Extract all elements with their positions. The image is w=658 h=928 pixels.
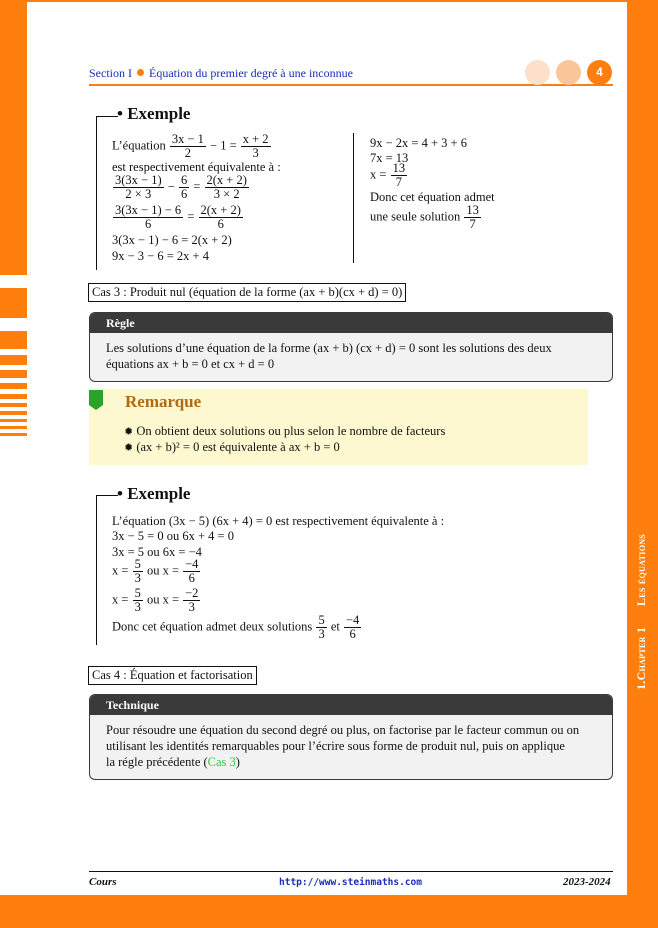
- ex1-line6: 9x − 3 − 6 = 2x + 4: [112, 249, 209, 263]
- side-tab-chapter: 1.Chapter 1: [634, 626, 648, 690]
- ex1-right-line4: Donc cet équation admet: [370, 190, 495, 204]
- star-bullet-icon: ✹: [124, 426, 134, 438]
- technique-line3: la régle précédente (Cas 3): [106, 755, 240, 769]
- footer-left: Cours: [89, 876, 117, 888]
- column-divider: [353, 133, 354, 263]
- right-sidebar: [627, 0, 658, 928]
- regle-title: Règle: [90, 313, 612, 333]
- cas3-link[interactable]: Cas 3: [207, 755, 236, 769]
- remarque-item: ✹ On obtient deux solutions ou plus selon le nombre de facteurs: [124, 424, 446, 438]
- decor-circle-2: [556, 60, 581, 85]
- footer-url[interactable]: http://www.steinmaths.com: [279, 877, 422, 888]
- ex1-right-line2: 7x = 13: [370, 151, 409, 165]
- bottom-band: [0, 895, 658, 928]
- ex1-right-line5: une seule solution $\frac{13}{7}$: [370, 203, 479, 232]
- ex2-line3: 3x = 5 ou 6x = −4: [112, 545, 202, 559]
- technique-title: Technique: [90, 695, 612, 715]
- example1-bracket-left: [96, 116, 97, 270]
- running-header: [89, 66, 353, 81]
- ex2-line2: 3x − 5 = 0 ou 6x + 4 = 0: [112, 529, 234, 543]
- decor-circle-1: [525, 60, 550, 85]
- top-border: [0, 0, 658, 2]
- bullet-icon: [137, 69, 144, 76]
- ex1-line3: $\frac{3(3x - 1)}{2 \times 3}$ − $\frac{6}{6}$ = $\frac{2(x + 2)}{3 \times 2}$: [115, 173, 247, 202]
- footer-year: 2023-2024: [563, 876, 611, 888]
- ex1-right-line1: 9x − 2x = 4 + 3 + 6: [370, 136, 467, 150]
- example1-bracket-top: [96, 116, 118, 117]
- ex1-line4: $\frac{3(3x - 1) - 6}{6}$ = $\frac{2(x + 2)}{6}$: [115, 203, 241, 232]
- ex2-line5: x = $\frac{5}{3}$ ou x = $\frac{-2}{3}$: [112, 586, 199, 615]
- regle-text-line2: équations ax + b = 0 et cx + d = 0: [106, 357, 275, 371]
- header-title: Équation du premier degré à une inconnue: [149, 66, 353, 80]
- example1-title: • Exemple: [117, 104, 191, 123]
- example2-title: • Exemple: [117, 484, 191, 503]
- remarque-title: Remarque: [125, 392, 202, 411]
- star-bullet-icon: ✹: [124, 442, 134, 454]
- ex2-line1: L’équation (3x − 5) (6x + 4) = 0 est respectivement équivalente à :: [112, 514, 445, 528]
- remarque-item: ✹ (ax + b)² = 0 est équivalente à ax + b = 0: [124, 440, 340, 454]
- page-number-badge: [587, 60, 612, 85]
- regle-box: [89, 312, 613, 382]
- regle-text-line1: Les solutions d’une équation de la forme (ax + b) (cx + d) = 0 sont les solutions des deux: [106, 341, 552, 355]
- technique-line1: Pour résoudre une équation du second degré ou plus, on factorise par le facteur commun ou on: [106, 723, 580, 737]
- cas3-label: Cas 3 : Produit nul (équation de la forme (ax + b)(cx + d) = 0): [88, 283, 406, 302]
- ex2-line6: Donc cet équation admet deux solutions $\frac{5}{3}$ et $\frac{-4}{6}$: [112, 613, 360, 642]
- technique-line2: utilisant les identités remarquables pour l’écrire sous forme de produit nul, puis on applique: [106, 739, 565, 753]
- ex1-right-line3: x = $\frac{13}{7}$: [370, 161, 406, 190]
- ex1-line2: est respectivement équivalente à :: [112, 160, 281, 174]
- ex1-line1: L’équation $\frac{3x - 1}{2}$ − 1 = $\frac{x + 2}{3}$: [112, 132, 269, 161]
- side-tab-title: Les équations: [634, 533, 648, 607]
- ex2-line4: x = $\frac{5}{3}$ ou x = $\frac{-4}{6}$: [112, 557, 199, 586]
- cas4-label: Cas 4 : Équation et factorisation: [88, 666, 257, 685]
- remarque-marker-icon: [89, 390, 103, 410]
- page-number: 4: [596, 65, 603, 79]
- side-tab: [634, 534, 649, 690]
- example2-bracket-left: [96, 495, 97, 645]
- ex1-line5: 3(3x − 1) − 6 = 2(x + 2): [112, 233, 232, 247]
- footer-rule: [89, 871, 613, 872]
- header-section: Section I: [89, 66, 132, 80]
- technique-box: [89, 694, 613, 780]
- example2-bracket-top: [96, 495, 118, 496]
